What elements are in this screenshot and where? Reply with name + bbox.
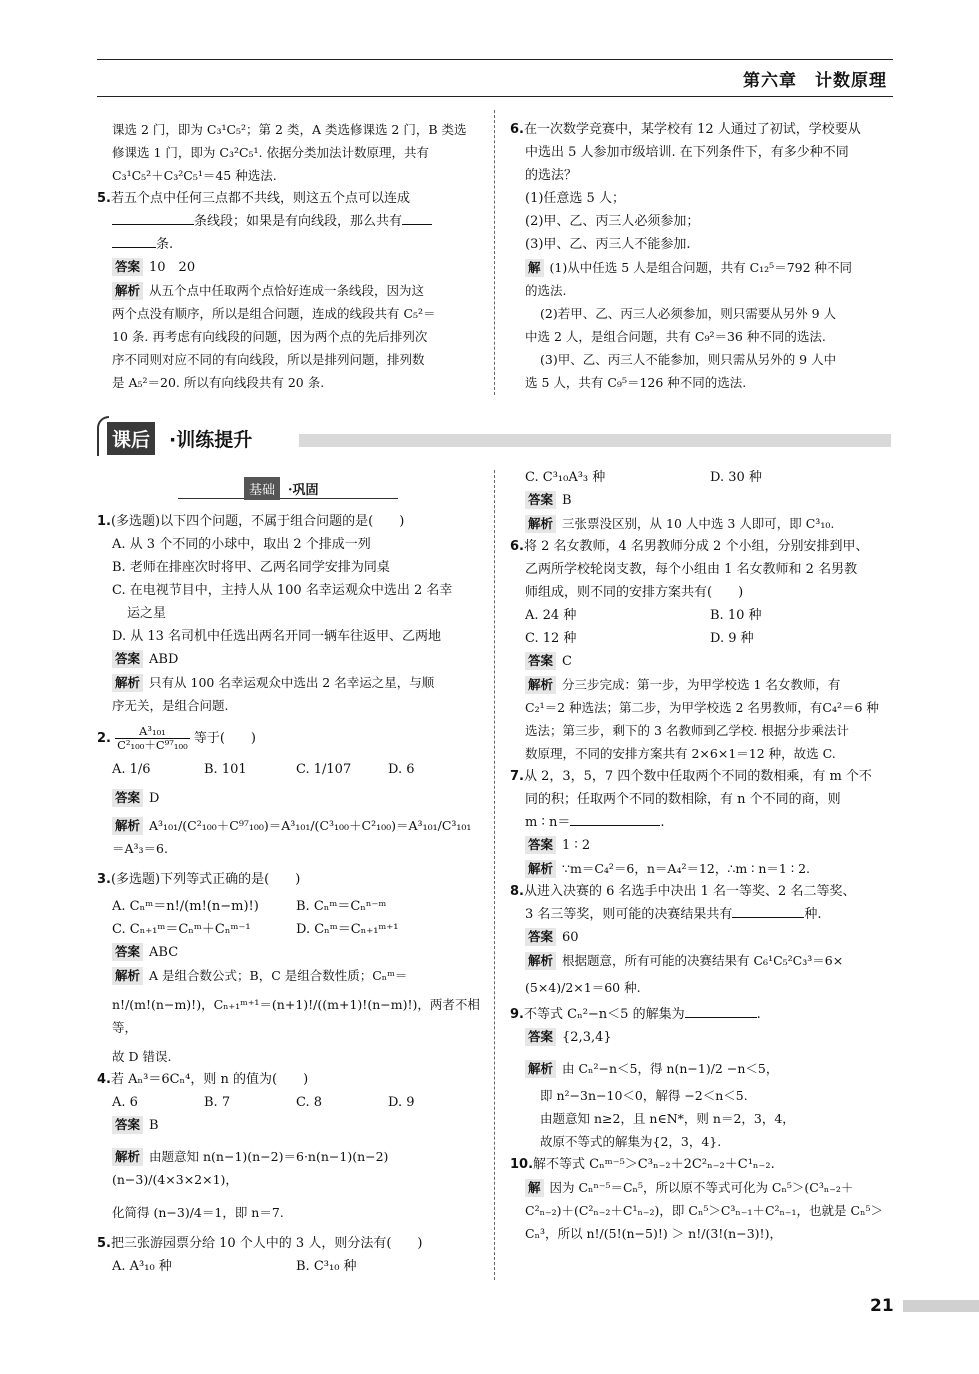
analysis-text: (5×4)/2×1＝60 种. — [525, 980, 641, 995]
question-stem: 条. — [156, 237, 174, 252]
question-number: 3. — [97, 872, 111, 887]
option: D. 9 — [388, 1095, 415, 1110]
option: A. 从 3 个不同的小球中，取出 2 个排成一列 — [112, 537, 371, 552]
question-number: 10. — [510, 1157, 534, 1172]
analysis-text: 选法；第三步，剩下的 3 名教师到乙学校. 根据分步乘法计 — [525, 723, 849, 738]
answer-tag: 答案 — [112, 789, 143, 807]
answer-blank — [685, 1003, 757, 1018]
solution-text: C²ₙ₋₂)＋(C²ₙ₋₂＋C¹ₙ₋₂)，即 Cₙ⁵＞C³ₙ₋₁＋C²ₙ₋₁，也就是 Cₙ⁵＞ — [525, 1203, 884, 1218]
answer-blank — [570, 811, 660, 826]
option: C. Cₙ₊₁ᵐ＝Cₙᵐ＋Cₙᵐ⁻¹ — [112, 922, 251, 937]
answer-blank — [112, 210, 194, 225]
question-stem: 解不等式 Cₙᵐ⁻⁵＞C³ₙ₋₂＋2C²ₙ₋₂＋C¹ₙ₋₂. — [533, 1157, 775, 1172]
answer-tag: 答案 — [525, 1028, 556, 1046]
right-column: C. C³₁₀A³₃ 种 D. 30 种 答案 B 解析 三张票没区别，从 10 人中选 3 人即可，即 C³₁₀. 6.将 2 名女教师，4 名男教师分成 2 个小组，分别安排到甲、 乙两所学校轮岗支教，每个小组由 1 名女教师和 2 名男教 师组成，则不同的安排方案共有( ) A. 24 种 B. 10 种 C. 12 种 D. 9 种 答案 C 解析 分三步完成：第一步，为甲学校选 1 名女教师，有 C₂¹＝2 种选法；第二步，为甲学校选 2 名男教师，有C₄²＝6 种 选法；第三步，剩下的 3 名教师到乙学校. 根据分步乘法计 数原理，不同的安排方案共有 2×6×1＝12 种，故选 C. 7.从 2，3，5，7 四个数中任取两个不同的数相乘，有 m 个不 同的积；任取两个不同的数相除，有 n 个不同的商，则 m ∶ n＝ . 答案 1 ∶ 2 解析 ∵m＝C₄²＝6，n＝A₄²＝12，∴m ∶ n＝1 ∶ 2. 8.从进入决赛的 6 名选手中决出 1 名一等奖、2 名二等奖、 3 名三等奖，则可能的决赛结果共有 种. 答案 60 解析 根据题意，所有可能的决赛结果有 C₆¹C₅²C₃³＝6× (5×4)/2×1＝60 种. 9.不等式 Cₙ²−n＜5 的解集为 . 答案 {2,3,4} 解析 由 Cₙ²−n＜5，得 n(n−1)/2 −n＜5， 即 n²−3n−10＜0，解得 −2＜n＜5. 由题意知 n≥2，且 n∈N*，则 n＝2，3，4， 故原不等式的解集为{2，3，4}. 10.解不等式 Cₙᵐ⁻⁵＞C³ₙ₋₂＋2C²ₙ₋₂＋C¹ₙ₋₂. 解 因为 Cₙⁿ⁻⁵＝Cₙ⁵，所以原不等式可化为 Cₙ⁵＞(C³ₙ₋₂＋ C²ₙ₋₂)＋(C²ₙ₋₂＋C¹ₙ₋₂)，即 Cₙ⁵＞C³ₙ₋₁＋C²ₙ₋₁，也就是 Cₙ⁵＞ Cₙ³，所以 n!/(5!(n−5)!) ＞ n!/(3!(n−3)!)， — [510, 466, 895, 1245]
solution-text: (2)若甲、乙、丙三人必须参加，则只需要从另外 9 人 — [540, 306, 837, 321]
question-stem: 在一次数学竞赛中，某学校有 12 人通过了初试，学校要从 — [523, 122, 861, 137]
analysis-tag: 解析 — [112, 967, 143, 985]
question-stem: 3 名三等奖，则可能的决赛结果共有 — [525, 907, 733, 922]
question-stem: 若 Aₙ³＝6Cₙ⁴，则 n 的值为( ) — [110, 1072, 309, 1087]
analysis-text: 只有从 100 名幸运观众中选出 2 名幸运之星，与顺 — [149, 675, 435, 690]
answer-tag: 答案 — [112, 943, 143, 961]
analysis-tag: 解析 — [525, 676, 556, 694]
option: C. C³₁₀A³₃ 种 — [525, 470, 606, 485]
analysis-text: A 是组合数公式；B，C 是组合数性质；Cₙᵐ＝ — [149, 968, 408, 983]
analysis-text: 化简得 (n−3)/4＝1，即 n＝7. — [112, 1205, 284, 1220]
question-number: 7. — [510, 769, 524, 784]
banner-label-sub: ·训练提升 — [169, 429, 253, 451]
option: D. 6 — [388, 762, 415, 777]
analysis-text: 三张票没区别，从 10 人中选 3 人即可，即 C³₁₀. — [562, 516, 835, 531]
page-number: 21 — [870, 1296, 894, 1316]
sub-banner-label-sub: ·巩固 — [288, 483, 319, 498]
analysis-tag: 解析 — [525, 952, 556, 970]
analysis-text: 根据题意，所有可能的决赛结果有 C₆¹C₅²C₃³＝6× — [562, 953, 844, 968]
solution-text: (3)甲、乙、丙三人不能参加，则只需从另外的 9 人中 — [540, 352, 837, 367]
answer-blank — [112, 233, 156, 248]
option: C. 12 种 — [525, 631, 577, 646]
header-rule-top — [97, 59, 893, 60]
answer-text: {2,3,4} — [562, 1030, 612, 1045]
question-stem: 同的积；任取两个不同的数相除，有 n 个不同的商，则 — [525, 792, 841, 807]
sub-banner-rule — [178, 498, 398, 499]
option: B. 10 种 — [710, 608, 762, 623]
answer-text: D — [149, 791, 160, 806]
analysis-tag: 解析 — [112, 674, 143, 692]
question-stem: 从进入决赛的 6 名选手中决出 1 名一等奖、2 名二等奖、 — [523, 884, 856, 899]
analysis-text: 由 Cₙ²−n＜5，得 n(n−1)/2 −n＜5， — [562, 1061, 779, 1076]
answer-tag: 答案 — [525, 928, 556, 946]
question-stem: 中选出 5 人参加市级培训. 在下列条件下，有多少种不同 — [525, 145, 849, 160]
question-number: 5. — [97, 1236, 111, 1251]
answer-tag: 答案 — [112, 650, 143, 668]
question-stem: 等于( ) — [193, 731, 257, 746]
analysis-text: ∵m＝C₄²＝6，n＝A₄²＝12，∴m ∶ n＝1 ∶ 2. — [562, 861, 811, 876]
analysis-text: n!/(m!(n−m)!)，Cₙ₊₁ᵐ⁺¹＝(n+1)!/((m+1)!(n−m)!)，两者不相等， — [112, 997, 480, 1035]
analysis-text: 即 n²−3n−10＜0，解得 −2＜n＜5. — [540, 1088, 748, 1103]
text-line: 修课选 1 门，即为 C₃²C₅¹. 依据分类加法计数原理，共有 — [112, 145, 429, 160]
option: D. 30 种 — [710, 470, 762, 485]
analysis-text: A³₁₀₁/(C²₁₀₀＋C⁹⁷₁₀₀)＝A³₁₀₁/(C³₁₀₀＋C²₁₀₀)＝A³₁₀₁/C³₁₀₁＝A³₃＝6. — [112, 818, 472, 856]
top-left-column — [97, 118, 480, 394]
option: A. A³₁₀ 种 — [112, 1259, 172, 1274]
solution-text: (1)从中任选 5 人是组合问题，共有 C₁₂⁵＝792 种不同 — [549, 260, 853, 275]
answer-text: 1 ∶ 2 — [562, 838, 591, 853]
option: B. 老师在排座次时将甲、乙两名同学安排为同桌 — [112, 560, 390, 575]
analysis-text: 序无关，是组合问题. — [112, 698, 229, 713]
analysis-text: 故 D 错误. — [112, 1049, 172, 1064]
question-number: 6. — [510, 539, 524, 554]
header-rule-bottom — [97, 96, 893, 97]
option: B. 101 — [204, 762, 247, 777]
analysis-text: 由题意知 n≥2，且 n∈N*，则 n＝2，3，4， — [540, 1111, 795, 1126]
answer-text: B — [149, 1118, 159, 1133]
solution-tag: 解 — [525, 1179, 544, 1197]
option: C. 在电视节目中，主持人从 100 名幸运观众中选出 2 名幸 — [112, 583, 453, 598]
answer-blank — [732, 903, 804, 918]
fraction-denominator: C²₁₀₀＋C⁹⁷₁₀₀ — [117, 738, 188, 752]
analysis-text: 数原理，不同的安排方案共有 2×6×1＝12 种，故选 C. — [525, 746, 836, 761]
question-number: 6. — [510, 122, 524, 137]
option: A. 1/6 — [112, 762, 151, 777]
question-stem: (1)任意选 5 人； — [525, 191, 625, 206]
left-column — [97, 510, 480, 1278]
answer-text: 10 20 — [149, 260, 196, 275]
text-line: C₃¹C₅²＋C₃²C₅¹＝45 种选法. — [112, 168, 277, 183]
question-number: 4. — [97, 1072, 111, 1087]
analysis-tag: 解析 — [525, 860, 556, 878]
chapter-title: 第六章 计数原理 — [743, 71, 887, 91]
question-stem: (2)甲、乙、丙三人必须参加； — [525, 214, 700, 229]
option: B. C³₁₀ 种 — [296, 1259, 357, 1274]
question-stem: 乙两所学校轮岗支教，每个小组由 1 名女教师和 2 名男教 — [525, 562, 858, 577]
answer-tag: 答案 — [112, 1116, 143, 1134]
option: D. 从 13 名司机中任选出两名开同一辆车往返甲、乙两地 — [112, 629, 442, 644]
fraction — [115, 725, 190, 752]
question-stem: 师组成，则不同的安排方案共有( ) — [525, 585, 744, 600]
option: A. 6 — [112, 1095, 138, 1110]
option: D. Cₙᵐ＝Cₙ₊₁ᵐ⁺¹ — [296, 922, 399, 937]
analysis-text: 由题意知 n(n−1)(n−2)＝6·n(n−1)(n−2)(n−3)/(4×3×2×1)， — [112, 1149, 389, 1187]
column-divider — [494, 470, 495, 1280]
top-right-column — [510, 118, 895, 394]
solution-text: 中选 2 人，是组合问题，共有 C₉²＝36 种不同的选法. — [525, 329, 826, 344]
analysis-tag: 解析 — [525, 1060, 556, 1078]
question-stem: 将 2 名女教师，4 名男教师分成 2 个小组，分别安排到甲、 — [523, 539, 869, 554]
option: A. 24 种 — [525, 608, 577, 623]
analysis-text: C₂¹＝2 种选法；第二步，为甲学校选 2 名男教师，有C₄²＝6 种 — [525, 700, 879, 715]
option: 运之星 — [127, 606, 167, 621]
question-stem: 从 2，3，5，7 四个数中任取两个不同的数相乘，有 m 个不 — [523, 769, 872, 784]
analysis-text: 10 条. 再考虑有向线段的问题，因为两个点的先后排列次 — [112, 329, 428, 344]
answer-tag: 答案 — [525, 836, 556, 854]
analysis-text: 故原不等式的解集为{2，3，4}. — [540, 1134, 722, 1149]
answer-text: 60 — [562, 930, 579, 945]
analysis-text: 序不同则对应不同的有向线段，所以是排列问题，排列数 — [112, 352, 425, 367]
question-number: 9. — [510, 1007, 524, 1022]
option: C. 8 — [296, 1095, 323, 1110]
question-stem: 的选法？ — [525, 168, 578, 183]
column-divider — [494, 110, 495, 395]
answer-tag: 答案 — [525, 491, 556, 509]
question-stem: 把三张游园票分给 10 个人中的 3 人，则分法有( ) — [110, 1236, 423, 1251]
analysis-text: 从五个点中任取两个点恰好连成一条线段，因为这 — [149, 283, 425, 298]
answer-text: ABC — [149, 945, 179, 960]
option: A. Cₙᵐ＝n!/(m!(n−m)!) — [112, 899, 259, 914]
analysis-text: 两个点没有顺序，所以是组合问题，连成的线段共有 C₅²＝ — [112, 306, 436, 321]
text-line: 课选 2 门，即为 C₃¹C₅²；第 2 类，A 类选修课选 2 门，B 类选 — [112, 122, 467, 137]
fraction-numerator: A³₁₀₁ — [115, 725, 190, 739]
question-number: 1. — [97, 514, 111, 529]
question-stem: 条线段；如果是有向线段，那么共有 — [194, 214, 403, 229]
answer-blank — [402, 210, 432, 225]
question-stem: (3)甲、乙、丙三人不能参加. — [525, 237, 691, 252]
solution-tag: 解 — [525, 259, 544, 277]
question-number: 5. — [97, 191, 111, 206]
sub-banner-label: 基础 — [244, 477, 280, 500]
option: B. 7 — [204, 1095, 231, 1110]
analysis-tag: 解析 — [112, 817, 143, 835]
question-stem: m ∶ n＝ — [525, 815, 571, 830]
page-number-bar — [903, 1300, 979, 1312]
analysis-text: 分三步完成：第一步，为甲学校选 1 名女教师，有 — [562, 677, 841, 692]
question-stem: (多选题)以下四个问题，不属于组合问题的是( ) — [110, 514, 405, 529]
sub-banner — [178, 476, 398, 502]
solution-text: 因为 Cₙⁿ⁻⁵＝Cₙ⁵，所以原不等式可化为 Cₙ⁵＞(C³ₙ₋₂＋ — [549, 1180, 854, 1195]
question-stem: 不等式 Cₙ²−n＜5 的解集为 — [523, 1007, 685, 1022]
question-stem: 若五个点中任何三点都不共线，则这五个点可以连成 — [110, 191, 410, 206]
question-number: 8. — [510, 884, 524, 899]
section-banner — [97, 416, 893, 458]
analysis-tag: 解析 — [112, 1148, 143, 1166]
banner-bar — [299, 434, 891, 447]
solution-text: 的选法. — [525, 283, 567, 298]
question-number: 2. — [97, 731, 111, 746]
answer-tag: 答案 — [112, 258, 143, 276]
question-stem: (多选题)下列等式正确的是( ) — [110, 872, 301, 887]
option: D. 9 种 — [710, 631, 754, 646]
solution-text: 选 5 人，共有 C₉⁵＝126 种不同的选法. — [525, 375, 747, 390]
option: B. Cₙᵐ＝Cₙⁿ⁻ᵐ — [296, 899, 387, 914]
answer-text: C — [562, 654, 572, 669]
question-stem: 种. — [804, 907, 822, 922]
answer-text: ABD — [149, 652, 179, 667]
analysis-text: 是 A₅²＝20. 所以有向线段共有 20 条. — [112, 375, 325, 390]
analysis-tag: 解析 — [112, 282, 143, 300]
solution-text: Cₙ³，所以 n!/(5!(n−5)!) ＞ n!/(3!(n−3)!)， — [525, 1226, 782, 1241]
banner-label-main: 课后 — [107, 422, 155, 455]
answer-tag: 答案 — [525, 652, 556, 670]
option: C. 1/107 — [296, 762, 352, 777]
answer-text: B — [562, 493, 572, 508]
analysis-tag: 解析 — [525, 515, 556, 533]
